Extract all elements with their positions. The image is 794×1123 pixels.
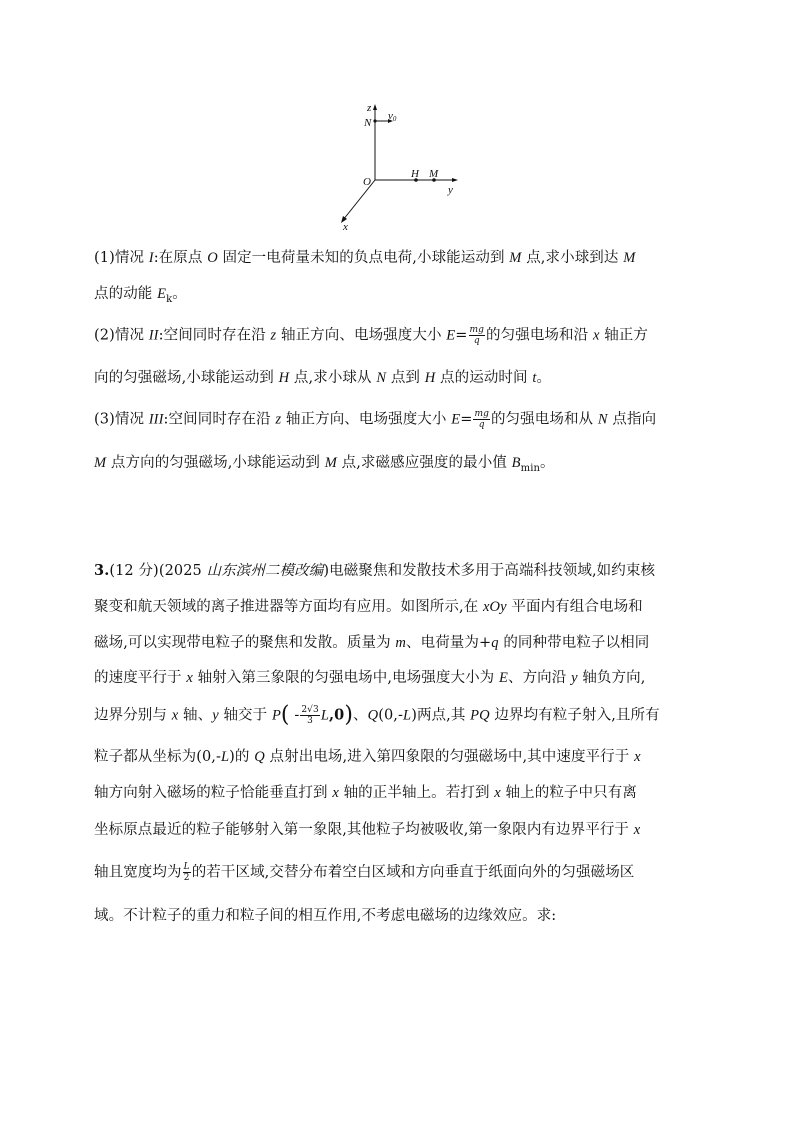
q2-text-j: 。 — [536, 370, 552, 386]
q3-b-sub: min — [520, 462, 541, 474]
p3-score: (12 分)(2025 — [109, 563, 207, 579]
v0-subscript: 0 — [392, 115, 397, 123]
p3-line-8 — [94, 820, 640, 840]
p3-line-1 — [94, 561, 655, 581]
q2-text-f: 向的匀强磁场,小球能运动到 — [94, 370, 279, 386]
q1-text-a: (1)情况 — [94, 250, 149, 266]
q3-text-d: 的匀强电场和从 — [490, 411, 598, 428]
p3-l4-a: 的速度平行于 — [94, 670, 187, 686]
p3-line-3 — [94, 633, 649, 653]
q2-text-e: 轴正方 — [599, 327, 648, 344]
q3-m: M — [94, 455, 107, 471]
p3-l5-zero: ,0 — [329, 706, 345, 724]
p3-line-2 — [94, 597, 643, 617]
p3-m: m — [395, 635, 406, 651]
p3-l9-frac-den: 2 — [183, 873, 190, 883]
p3-l4-c: 、方向沿 — [507, 670, 572, 686]
q3-m2: M — [324, 455, 337, 471]
q3-text-e: 点指向 — [607, 411, 657, 428]
p3-l9-a: 轴且宽度均为 — [94, 864, 182, 881]
p3-l6-q: Q — [254, 749, 265, 765]
q3-text-f: 点方向的匀强磁场,小球能运动到 — [106, 455, 325, 471]
q1-text-d: 点,求小球到达 — [521, 250, 624, 266]
p3-l5-l: L — [320, 707, 329, 724]
q3-frac-num: mg — [474, 409, 489, 419]
q2-text-h: 点到 — [386, 370, 425, 386]
q3-roman: III — [148, 411, 164, 428]
p3-q: q — [491, 635, 499, 651]
q3-line-2 — [94, 453, 555, 479]
q3-frac-den: q — [478, 420, 485, 430]
q3-n: N — [597, 411, 608, 428]
p3-l3-c: 的同种带电粒子以相同 — [498, 635, 650, 651]
q3-text-c: 轴正方向、电场强度大小 — [281, 411, 452, 428]
p3-l5-d: 、 — [353, 707, 368, 724]
q2-z: z — [270, 327, 277, 344]
q2-x: x — [592, 327, 600, 344]
q1-text-c: 固定一电荷量未知的负点电荷,小球能运动到 — [217, 250, 510, 266]
p3-paren-close: ) — [344, 702, 354, 728]
q2-text-a: (2)情况 — [94, 327, 149, 344]
q1-text-f: 。 — [172, 286, 187, 302]
p3-l6-x: x — [634, 749, 641, 765]
p3-l5-p: P — [271, 707, 281, 724]
q3-eq: = — [460, 411, 473, 428]
q1-text-e: 点的动能 — [94, 286, 158, 302]
p3-l5-c: 轴交于 — [218, 707, 272, 724]
q2-text-c: 轴正方向、电场强度大小 — [276, 327, 447, 344]
p3-line-9 — [94, 862, 634, 883]
p3-l4-e: E — [499, 670, 508, 686]
p3-l8-a: 坐标原点最近的粒子能够射入第一象限,其他粒子均被吸收,第一象限内有边界平行于 — [94, 822, 634, 838]
q3-line-1 — [94, 409, 656, 430]
p3-l10: 域。不计粒子的重力和粒子间的相互作用,不考虑电磁场的边缘效应。求: — [94, 908, 557, 924]
p3-l5-g: 边界均有粒子射入,且所有 — [489, 707, 660, 724]
p3-l3-a: 磁场,可以实现带电粒子的聚焦和发散。质量为 — [94, 635, 396, 651]
p3-l7-a: 轴方向射入磁场的粒子恰能垂直打到 — [94, 785, 333, 801]
q3-e: E — [451, 411, 461, 428]
q3-text-a: (3)情况 — [94, 411, 149, 428]
q1-text-b: :在原点 — [153, 250, 208, 266]
q2-t: t — [532, 370, 537, 386]
p3-l6-l: L — [221, 749, 230, 765]
p3-l5-f: )两点,其 — [411, 707, 471, 724]
p3-l7-c: 轴上的粒子中只有离 — [500, 785, 637, 801]
p3-number: 3. — [94, 562, 110, 579]
q2-h: H — [278, 370, 290, 386]
x-label: x — [343, 221, 348, 233]
p3-l7-x2: x — [494, 785, 501, 801]
m-label: M — [429, 168, 439, 180]
p3-l5-y: y — [212, 707, 219, 724]
q2-eq: = — [455, 327, 468, 344]
p3-l9-b: 的若干区域,交替分布着空白区域和方向垂直于纸面向外的匀强磁场区 — [191, 864, 635, 881]
point-n — [373, 119, 376, 122]
origin-label: O — [363, 176, 371, 188]
p3-l5-frac-num: 2√3 — [301, 705, 319, 715]
q2-text-g: 点,求小球从 — [289, 370, 377, 386]
q3-text-h: 。 — [540, 455, 555, 471]
p3-l1-rest: )电磁聚焦和发散技术多用于高端科技领域,如约束核 — [323, 563, 656, 579]
q1-m2: M — [623, 250, 636, 266]
p3-l5-b: 轴、 — [178, 707, 213, 724]
p3-line-7 — [94, 783, 637, 803]
q2-line-1 — [94, 325, 648, 346]
q2-line-2 — [94, 368, 551, 388]
z-axis-arrow — [373, 104, 377, 110]
q3-b: B — [511, 455, 521, 471]
q2-text-i: 点的运动时间 — [435, 370, 533, 386]
p3-l5-pq: PQ — [470, 707, 490, 724]
p3-line-6 — [94, 747, 641, 767]
p3-l6-b: )的 — [229, 749, 255, 765]
p3-line-5 — [94, 702, 660, 728]
n-label: N — [364, 117, 372, 129]
q2-frac-den: q — [473, 336, 480, 346]
p3-line-10 — [94, 906, 556, 926]
q2-text-b: :空间同时存在沿 — [158, 327, 271, 344]
p3-l5-minus: - — [289, 707, 300, 724]
p3-l2-a: 聚变和航天领域的离子推进器等方面均有应用。如图所示,在 — [94, 599, 484, 615]
v0-label — [388, 110, 397, 123]
p3-l5-fraction — [300, 705, 320, 726]
p3-source: 山东滨州二模改编 — [206, 563, 324, 579]
q1-roman: I — [148, 250, 154, 266]
q1-o: O — [207, 250, 218, 266]
p3-l5-e: (0,- — [378, 707, 404, 724]
q3-fraction — [473, 409, 490, 430]
p3-l6-a: 粒子都从坐标为(0,- — [94, 749, 221, 765]
q1-line-1 — [94, 248, 635, 268]
p3-l4-x: x — [186, 670, 193, 686]
p3-l7-x: x — [332, 785, 339, 801]
p3-l3-b: 、电荷量为+ — [406, 635, 492, 651]
p3-l6-c: 点射出电场,进入第四象限的匀强磁场中,其中速度平行于 — [264, 749, 635, 765]
q2-n: N — [376, 370, 387, 386]
q2-e: E — [446, 327, 456, 344]
p3-l5-l2: L — [403, 707, 412, 724]
q2-text-d: 的匀强电场和沿 — [486, 327, 593, 344]
z-label: z — [367, 102, 372, 114]
p3-l7-b: 轴的正半轴上。若打到 — [338, 785, 495, 801]
p3-line-4 — [94, 668, 645, 688]
p3-l9-fraction — [183, 862, 191, 883]
p3-paren-open: ( — [280, 702, 290, 728]
p3-l5-a: 边界分别与 — [94, 707, 172, 724]
p3-l5-frac-den: 3 — [307, 716, 313, 726]
p3-l2-b: 平面内有组合电场和 — [506, 599, 643, 615]
q1-line-2 — [94, 284, 187, 310]
v0-symbol: v — [388, 110, 393, 122]
q3-z: z — [275, 411, 282, 428]
y-axis-arrow — [452, 178, 458, 182]
p3-l9-frac-num: L — [183, 862, 190, 872]
p3-xoy: xOy — [483, 599, 507, 615]
q2-roman: II — [148, 327, 159, 344]
q2-frac-num: mg — [469, 325, 485, 335]
q1-ek-sub: k — [166, 293, 173, 305]
p3-l5-q: Q — [367, 707, 379, 724]
q3-text-b: :空间同时存在沿 — [163, 411, 276, 428]
q2-fraction — [469, 325, 486, 346]
p3-l4-y: y — [571, 670, 578, 686]
q2-h2: H — [424, 370, 436, 386]
q3-text-g: 点,求磁感应强度的最小值 — [336, 455, 512, 471]
p3-l4-b: 轴射入第三象限的匀强电场中,电场强度大小为 — [192, 670, 499, 686]
y-label: y — [448, 184, 453, 196]
coordinate-figure — [330, 100, 470, 235]
h-label: H — [411, 168, 419, 180]
q1-ek: E — [157, 286, 167, 302]
p3-l5-x: x — [171, 707, 179, 724]
q1-m: M — [509, 250, 522, 266]
p3-l4-d: 轴负方向, — [577, 670, 646, 686]
p3-l8-x: x — [633, 822, 641, 838]
